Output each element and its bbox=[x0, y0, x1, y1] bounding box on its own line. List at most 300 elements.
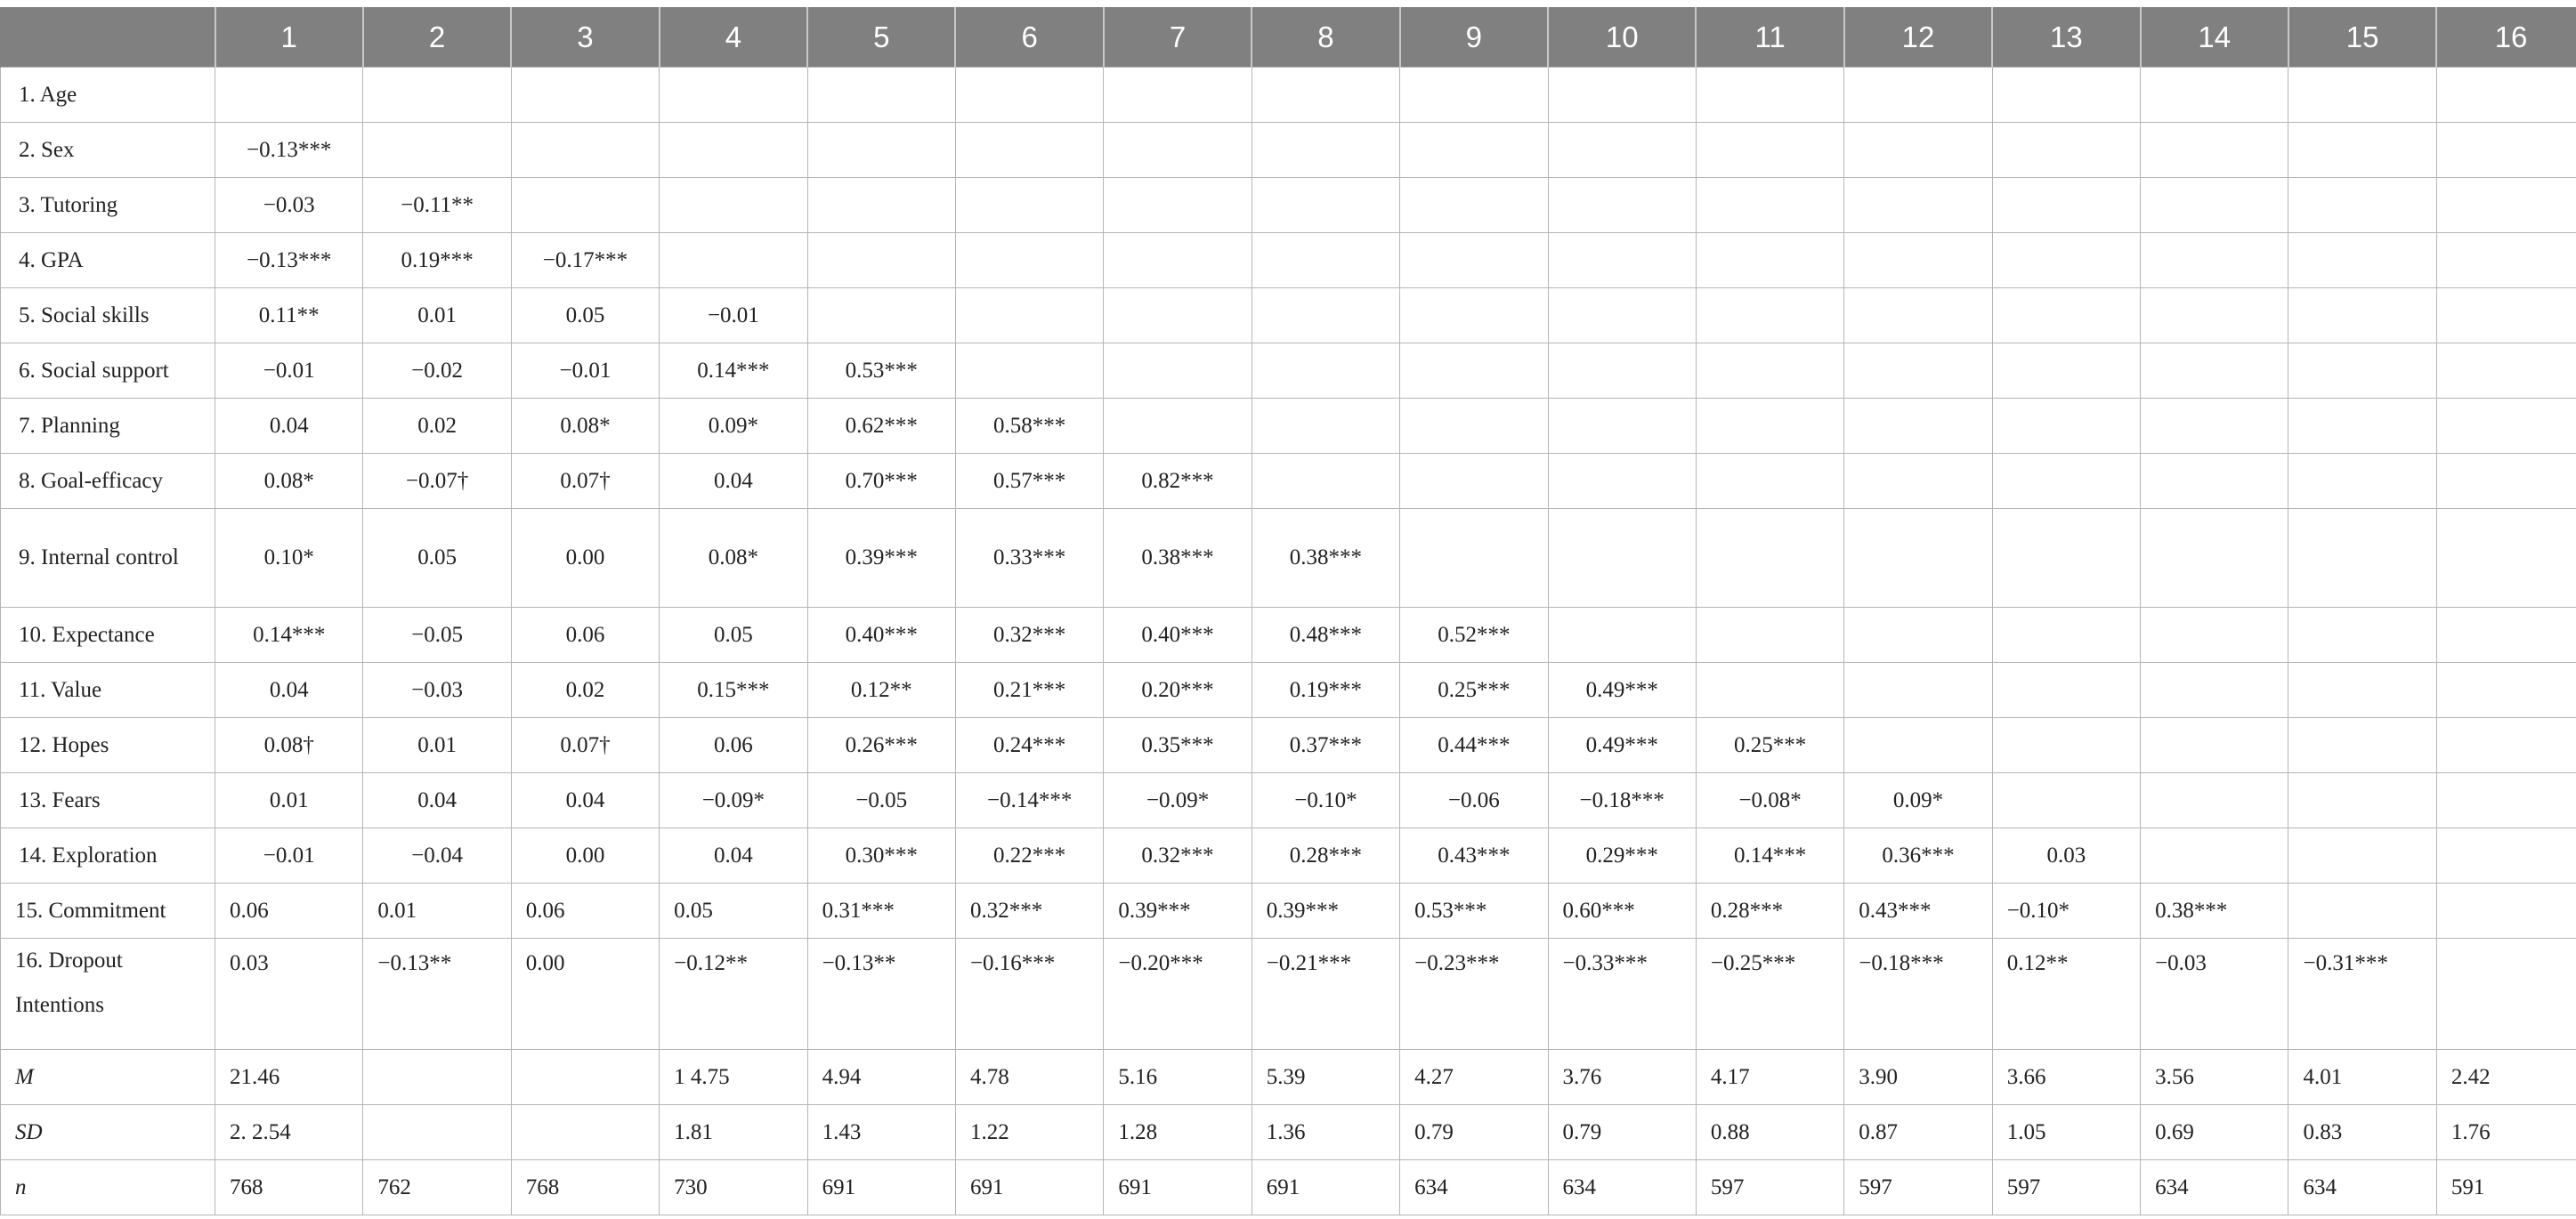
header-cell-3: 3 bbox=[511, 7, 659, 68]
table-cell bbox=[1696, 509, 1843, 608]
table-cell bbox=[660, 68, 807, 123]
table-row bbox=[1, 68, 2576, 123]
table-cell: 634 bbox=[2141, 1160, 2288, 1215]
table-cell bbox=[1696, 123, 1843, 178]
table-cell bbox=[955, 343, 1103, 399]
table-cell bbox=[1992, 68, 2140, 123]
table-cell bbox=[1252, 343, 1399, 399]
table-cell: 730 bbox=[660, 1160, 807, 1215]
table-cell: 0.00 bbox=[511, 939, 659, 1050]
table-cell bbox=[955, 68, 1103, 123]
table-cell: 0.14*** bbox=[1696, 828, 1843, 884]
table-row bbox=[1, 663, 2576, 718]
table-cell bbox=[1992, 343, 2140, 399]
table-cell bbox=[1696, 454, 1843, 509]
table-cell: 0.01 bbox=[215, 773, 363, 828]
table-cell: 0.58*** bbox=[955, 399, 1103, 454]
table-cell: −0.03 bbox=[363, 663, 511, 718]
table-cell: −0.04 bbox=[363, 828, 511, 884]
table-cell: 1.05 bbox=[1992, 1105, 2140, 1160]
table-cell bbox=[1104, 123, 1252, 178]
table-cell: 0.43*** bbox=[1400, 828, 1548, 884]
table-cell: −0.13** bbox=[807, 939, 955, 1050]
table-cell: 691 bbox=[955, 1160, 1103, 1215]
table-cell bbox=[511, 1050, 659, 1105]
table-cell bbox=[1104, 288, 1252, 343]
table-cell bbox=[2288, 68, 2436, 123]
table-cell: 4.94 bbox=[807, 1050, 955, 1105]
table-cell bbox=[1844, 399, 1992, 454]
table-cell bbox=[2141, 828, 2288, 884]
table-cell: 634 bbox=[1548, 1160, 1696, 1215]
table-cell: −0.31*** bbox=[2288, 939, 2436, 1050]
table-cell bbox=[2288, 608, 2436, 663]
table-cell: −0.03 bbox=[2141, 939, 2288, 1050]
row-label: 11. Value bbox=[1, 663, 215, 718]
table-cell: 0.60*** bbox=[1548, 884, 1696, 939]
table-cell bbox=[1548, 233, 1696, 288]
row-label: 3. Tutoring bbox=[1, 178, 215, 233]
table-cell bbox=[2288, 884, 2436, 939]
table-cell: 0.49*** bbox=[1548, 663, 1696, 718]
table-cell: 0.32*** bbox=[1104, 828, 1252, 884]
table-cell bbox=[2436, 68, 2576, 123]
table-cell bbox=[1844, 454, 1992, 509]
table-cell: 0.26*** bbox=[807, 718, 955, 773]
table-cell bbox=[2288, 509, 2436, 608]
table-cell: 0.03 bbox=[1992, 828, 2140, 884]
table-cell bbox=[1548, 123, 1696, 178]
table-cell: −0.02 bbox=[363, 343, 511, 399]
table-cell bbox=[1696, 68, 1843, 123]
table-row bbox=[1, 773, 2576, 828]
table-cell: 3.90 bbox=[1844, 1050, 1992, 1105]
table-cell bbox=[2436, 233, 2576, 288]
header-cell-8: 8 bbox=[1252, 7, 1399, 68]
table-cell: 0.38*** bbox=[2141, 884, 2288, 939]
table-cell: 0.82*** bbox=[1104, 454, 1252, 509]
table-cell: 0.38*** bbox=[1252, 509, 1399, 608]
table-cell: 0.21*** bbox=[955, 663, 1103, 718]
table-cell: 0.24*** bbox=[955, 718, 1103, 773]
table-container bbox=[0, 7, 2576, 1215]
table-cell bbox=[1992, 454, 2140, 509]
table-cell bbox=[2436, 939, 2576, 1050]
table-cell bbox=[2288, 718, 2436, 773]
table-cell: 2. 2.54 bbox=[215, 1105, 363, 1160]
table-cell bbox=[1548, 399, 1696, 454]
table-cell: −0.01 bbox=[511, 343, 659, 399]
table-cell bbox=[1844, 178, 1992, 233]
table-cell bbox=[1400, 509, 1548, 608]
table-cell: 0.03 bbox=[215, 939, 363, 1050]
table-cell: 634 bbox=[2288, 1160, 2436, 1215]
table-cell: 0.36*** bbox=[1844, 828, 1992, 884]
header-cell-7: 7 bbox=[1104, 7, 1252, 68]
table-cell bbox=[2288, 773, 2436, 828]
table-cell: 0.52*** bbox=[1400, 608, 1548, 663]
table-cell bbox=[1992, 718, 2140, 773]
table-cell: −0.12** bbox=[660, 939, 807, 1050]
row-label: 8. Goal-efficacy bbox=[1, 454, 215, 509]
table-cell: 0.40*** bbox=[807, 608, 955, 663]
table-cell: 0.43*** bbox=[1844, 884, 1992, 939]
table-cell bbox=[2436, 773, 2576, 828]
table-cell bbox=[807, 233, 955, 288]
table-cell bbox=[955, 288, 1103, 343]
table-cell bbox=[1548, 178, 1696, 233]
table-row bbox=[1, 233, 2576, 288]
table-cell: 0.05 bbox=[660, 608, 807, 663]
table-cell: 0.39*** bbox=[807, 509, 955, 608]
table-cell: 0.04 bbox=[511, 773, 659, 828]
table-cell: −0.07† bbox=[363, 454, 511, 509]
table-cell: 597 bbox=[1696, 1160, 1843, 1215]
header-cell-11: 11 bbox=[1696, 7, 1843, 68]
table-cell bbox=[2141, 343, 2288, 399]
table-row bbox=[1, 399, 2576, 454]
table-cell: 691 bbox=[1104, 1160, 1252, 1215]
table-cell: 0.79 bbox=[1548, 1105, 1696, 1160]
table-cell: 0.14*** bbox=[215, 608, 363, 663]
table-cell: −0.17*** bbox=[511, 233, 659, 288]
table-cell bbox=[2436, 884, 2576, 939]
table-cell: 0.37*** bbox=[1252, 718, 1399, 773]
table-cell bbox=[1992, 288, 2140, 343]
table-cell: 0.40*** bbox=[1104, 608, 1252, 663]
table-cell bbox=[1400, 454, 1548, 509]
table-cell: 0.57*** bbox=[955, 454, 1103, 509]
table-cell bbox=[2436, 718, 2576, 773]
table-row bbox=[1, 454, 2576, 509]
table-cell bbox=[2141, 123, 2288, 178]
table-cell: 21.46 bbox=[215, 1050, 363, 1105]
header-cell-2: 2 bbox=[363, 7, 511, 68]
table-cell bbox=[2141, 288, 2288, 343]
table-cell bbox=[660, 123, 807, 178]
table-cell: 4.27 bbox=[1400, 1050, 1548, 1105]
table-cell: 0.88 bbox=[1696, 1105, 1843, 1160]
table-cell bbox=[660, 178, 807, 233]
table-cell: 0.33*** bbox=[955, 509, 1103, 608]
table-row bbox=[1, 939, 2576, 1050]
table-cell bbox=[1400, 123, 1548, 178]
table-cell: 0.06 bbox=[511, 884, 659, 939]
table-cell: 0.29*** bbox=[1548, 828, 1696, 884]
table-cell bbox=[1104, 343, 1252, 399]
table-cell: 0.32*** bbox=[955, 608, 1103, 663]
table-cell: −0.03 bbox=[215, 178, 363, 233]
table-cell bbox=[1696, 399, 1843, 454]
table-cell bbox=[1844, 718, 1992, 773]
table-cell bbox=[2288, 288, 2436, 343]
table-cell: 0.28*** bbox=[1696, 884, 1843, 939]
table-cell: 0.25*** bbox=[1696, 718, 1843, 773]
table-cell bbox=[955, 123, 1103, 178]
header-cell-6: 6 bbox=[955, 7, 1103, 68]
table-cell: 0.05 bbox=[660, 884, 807, 939]
table-cell: 762 bbox=[363, 1160, 511, 1215]
table-cell bbox=[1252, 178, 1399, 233]
table-cell bbox=[1252, 288, 1399, 343]
table-cell: 0.14*** bbox=[660, 343, 807, 399]
table-cell bbox=[2436, 608, 2576, 663]
table-cell bbox=[2141, 68, 2288, 123]
table-cell bbox=[1844, 509, 1992, 608]
table-cell: 0.02 bbox=[363, 399, 511, 454]
table-cell bbox=[2141, 718, 2288, 773]
table-cell: 0.19*** bbox=[363, 233, 511, 288]
table-cell bbox=[1400, 68, 1548, 123]
table-cell: 0.08* bbox=[215, 454, 363, 509]
table-cell: 1.36 bbox=[1252, 1105, 1399, 1160]
table-cell: 0.20*** bbox=[1104, 663, 1252, 718]
table-cell bbox=[660, 233, 807, 288]
table-cell bbox=[1696, 288, 1843, 343]
row-label: 9. Internal control bbox=[1, 509, 215, 608]
table-cell bbox=[1252, 68, 1399, 123]
table-cell bbox=[1844, 663, 1992, 718]
table-cell bbox=[1548, 68, 1696, 123]
table-cell bbox=[2288, 663, 2436, 718]
table-cell: 0.69 bbox=[2141, 1105, 2288, 1160]
table-cell bbox=[2141, 399, 2288, 454]
table-cell: 0.87 bbox=[1844, 1105, 1992, 1160]
table-cell bbox=[955, 178, 1103, 233]
table-cell: 2.42 bbox=[2436, 1050, 2576, 1105]
table-cell: 0.00 bbox=[511, 828, 659, 884]
table-cell: 0.06 bbox=[660, 718, 807, 773]
table-cell bbox=[2288, 343, 2436, 399]
table-cell bbox=[955, 233, 1103, 288]
table-cell bbox=[2141, 608, 2288, 663]
table-cell bbox=[1844, 233, 1992, 288]
table-row bbox=[1, 608, 2576, 663]
table-cell bbox=[1844, 608, 1992, 663]
table-cell: 0.35*** bbox=[1104, 718, 1252, 773]
table-cell bbox=[511, 1105, 659, 1160]
table-cell bbox=[1992, 663, 2140, 718]
table-cell: 0.08* bbox=[511, 399, 659, 454]
table-cell: 5.39 bbox=[1252, 1050, 1399, 1105]
table-cell: 4.78 bbox=[955, 1050, 1103, 1105]
table-row bbox=[1, 1105, 2576, 1160]
table-row bbox=[1, 718, 2576, 773]
table-cell bbox=[215, 68, 363, 123]
table-cell: 0.11** bbox=[215, 288, 363, 343]
table-cell: 597 bbox=[1992, 1160, 2140, 1215]
table-cell: 0.25*** bbox=[1400, 663, 1548, 718]
header-cell-5: 5 bbox=[807, 7, 955, 68]
table-cell: −0.33*** bbox=[1548, 939, 1696, 1050]
table-cell bbox=[807, 68, 955, 123]
row-label: 7. Planning bbox=[1, 399, 215, 454]
table-header bbox=[1, 7, 2576, 68]
table-row bbox=[1, 828, 2576, 884]
table-cell: −0.10* bbox=[1992, 884, 2140, 939]
table-cell: 0.19*** bbox=[1252, 663, 1399, 718]
table-cell: 4.01 bbox=[2288, 1050, 2436, 1105]
table-cell: 0.04 bbox=[660, 828, 807, 884]
table-cell bbox=[2141, 233, 2288, 288]
table-cell bbox=[1104, 178, 1252, 233]
table-row bbox=[1, 288, 2576, 343]
row-label: 15. Commitment bbox=[1, 884, 215, 939]
header-cell-16: 16 bbox=[2436, 7, 2576, 68]
table-cell bbox=[1400, 343, 1548, 399]
table-cell: −0.14*** bbox=[955, 773, 1103, 828]
table-cell: −0.09* bbox=[660, 773, 807, 828]
table-cell: 0.05 bbox=[363, 509, 511, 608]
table-cell: −0.10* bbox=[1252, 773, 1399, 828]
table-cell bbox=[511, 123, 659, 178]
row-label: 14. Exploration bbox=[1, 828, 215, 884]
header-cell-9: 9 bbox=[1400, 7, 1548, 68]
table-cell bbox=[1992, 608, 2140, 663]
table-cell bbox=[1992, 773, 2140, 828]
table-cell: −0.21*** bbox=[1252, 939, 1399, 1050]
table-cell bbox=[807, 178, 955, 233]
table-cell bbox=[1548, 454, 1696, 509]
table-cell bbox=[363, 1105, 511, 1160]
table-cell bbox=[1548, 509, 1696, 608]
table-cell: 0.32*** bbox=[955, 884, 1103, 939]
table-cell: 1.81 bbox=[660, 1105, 807, 1160]
table-cell: 0.12** bbox=[807, 663, 955, 718]
header-cell-1: 1 bbox=[215, 7, 363, 68]
table-cell bbox=[2436, 399, 2576, 454]
table-cell bbox=[1844, 343, 1992, 399]
table-cell: 691 bbox=[807, 1160, 955, 1215]
table-cell: 0.04 bbox=[363, 773, 511, 828]
table-cell: 0.06 bbox=[215, 884, 363, 939]
table-cell: 0.15*** bbox=[660, 663, 807, 718]
table-cell: 4.17 bbox=[1696, 1050, 1843, 1105]
table-cell: −0.06 bbox=[1400, 773, 1548, 828]
table-row bbox=[1, 343, 2576, 399]
table-cell: 1 4.75 bbox=[660, 1050, 807, 1105]
table-row bbox=[1, 1050, 2576, 1105]
table-cell: 1.22 bbox=[955, 1105, 1103, 1160]
table-cell bbox=[363, 123, 511, 178]
table-cell bbox=[1252, 123, 1399, 178]
table-cell: −0.16*** bbox=[955, 939, 1103, 1050]
table-cell: 1.28 bbox=[1104, 1105, 1252, 1160]
table-cell bbox=[1104, 399, 1252, 454]
table-cell: 691 bbox=[1252, 1160, 1399, 1215]
header-row bbox=[1, 7, 2576, 68]
table-cell: 591 bbox=[2436, 1160, 2576, 1215]
table-cell: 0.08* bbox=[660, 509, 807, 608]
table-cell bbox=[1844, 288, 1992, 343]
table-cell: −0.23*** bbox=[1400, 939, 1548, 1050]
table-cell bbox=[1992, 509, 2140, 608]
table-cell: 0.53*** bbox=[807, 343, 955, 399]
table-cell bbox=[2436, 178, 2576, 233]
table-cell bbox=[2288, 454, 2436, 509]
table-cell: 0.01 bbox=[363, 884, 511, 939]
table-cell bbox=[1400, 233, 1548, 288]
table-cell: 0.09* bbox=[1844, 773, 1992, 828]
table-cell: −0.01 bbox=[215, 343, 363, 399]
table-cell bbox=[1104, 233, 1252, 288]
table-cell bbox=[2288, 233, 2436, 288]
table-cell: −0.11** bbox=[363, 178, 511, 233]
table-cell: 0.22*** bbox=[955, 828, 1103, 884]
table-cell: −0.13*** bbox=[215, 233, 363, 288]
table-cell: 3.76 bbox=[1548, 1050, 1696, 1105]
header-cell-corner bbox=[1, 7, 215, 68]
table-cell: 634 bbox=[1400, 1160, 1548, 1215]
table-cell bbox=[1548, 343, 1696, 399]
table-cell bbox=[1696, 343, 1843, 399]
table-cell bbox=[2288, 399, 2436, 454]
table-cell: 768 bbox=[511, 1160, 659, 1215]
table-cell: 0.31*** bbox=[807, 884, 955, 939]
table-cell bbox=[2141, 178, 2288, 233]
table-cell bbox=[1992, 399, 2140, 454]
header-cell-13: 13 bbox=[1992, 7, 2140, 68]
table-cell bbox=[1696, 233, 1843, 288]
table-cell: 0.70*** bbox=[807, 454, 955, 509]
table-cell: −0.18*** bbox=[1844, 939, 1992, 1050]
table-cell bbox=[511, 178, 659, 233]
row-label: 1. Age bbox=[1, 68, 215, 123]
table-cell bbox=[1548, 608, 1696, 663]
table-cell: 0.06 bbox=[511, 608, 659, 663]
table-cell bbox=[1400, 399, 1548, 454]
table-cell bbox=[1844, 68, 1992, 123]
table-row bbox=[1, 178, 2576, 233]
table-cell: 0.04 bbox=[215, 663, 363, 718]
table-cell bbox=[2436, 123, 2576, 178]
table-cell bbox=[1844, 123, 1992, 178]
table-cell bbox=[2141, 663, 2288, 718]
table-cell: 0.09* bbox=[660, 399, 807, 454]
table-cell: −0.18*** bbox=[1548, 773, 1696, 828]
table-cell bbox=[2436, 288, 2576, 343]
table-cell: 0.00 bbox=[511, 509, 659, 608]
table-cell bbox=[1696, 663, 1843, 718]
table-cell: 0.12** bbox=[1992, 939, 2140, 1050]
table-cell bbox=[1252, 399, 1399, 454]
row-label: M bbox=[1, 1050, 215, 1105]
table-cell: 0.02 bbox=[511, 663, 659, 718]
table-cell bbox=[2436, 454, 2576, 509]
row-label: 12. Hopes bbox=[1, 718, 215, 773]
table-cell: 0.53*** bbox=[1400, 884, 1548, 939]
table-cell: −0.01 bbox=[660, 288, 807, 343]
table-cell bbox=[1548, 288, 1696, 343]
table-cell: 0.79 bbox=[1400, 1105, 1548, 1160]
table-cell bbox=[2288, 828, 2436, 884]
table-cell: 0.07† bbox=[511, 454, 659, 509]
table-cell: 768 bbox=[215, 1160, 363, 1215]
table-cell bbox=[2436, 343, 2576, 399]
header-cell-10: 10 bbox=[1548, 7, 1696, 68]
table-cell: 0.04 bbox=[215, 399, 363, 454]
table-cell: 1.76 bbox=[2436, 1105, 2576, 1160]
table-cell: 0.49*** bbox=[1548, 718, 1696, 773]
table-cell bbox=[1400, 288, 1548, 343]
table-cell bbox=[2436, 828, 2576, 884]
table-cell: 0.01 bbox=[363, 288, 511, 343]
table-cell: −0.25*** bbox=[1696, 939, 1843, 1050]
table-cell bbox=[363, 1050, 511, 1105]
table-cell: −0.20*** bbox=[1104, 939, 1252, 1050]
row-label: 16. Dropout Intentions bbox=[1, 939, 215, 1050]
header-cell-12: 12 bbox=[1844, 7, 1992, 68]
